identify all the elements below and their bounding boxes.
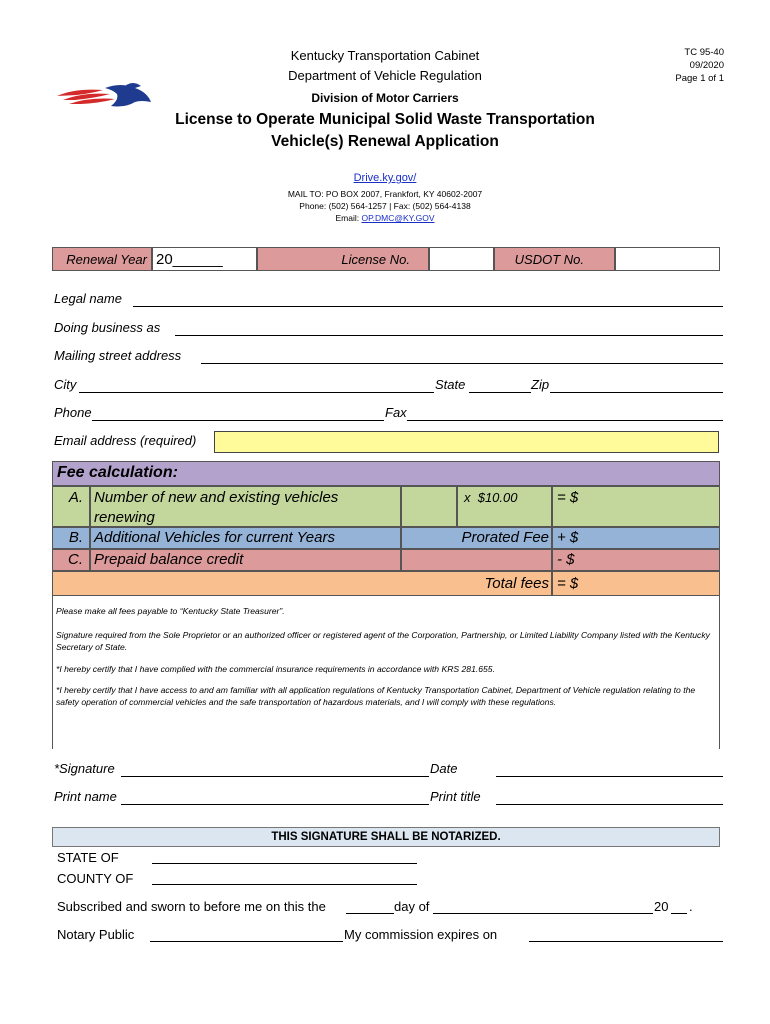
state-label: State xyxy=(435,377,466,392)
subscribed-label: Subscribed and sworn to before me on this the xyxy=(57,899,326,914)
notary-public-input[interactable] xyxy=(150,941,343,942)
notices-box xyxy=(52,596,720,749)
phone-fax: Phone: (502) 564-1257 | Fax: (502) 564-4138 xyxy=(299,201,471,211)
row-a-result: = $ xyxy=(557,489,579,506)
form-info xyxy=(640,46,724,85)
city-input[interactable] xyxy=(79,392,434,393)
commission-label: My commission expires on xyxy=(344,927,498,942)
row-a-label-line1: Number of new and existing vehicles xyxy=(94,489,339,506)
row-a-letter-cell xyxy=(52,486,90,527)
row-b-prorated-cell xyxy=(401,527,552,549)
signature-label: *Signature xyxy=(54,761,115,776)
phone-label: Phone xyxy=(54,405,92,420)
email-address-input[interactable] xyxy=(214,431,719,453)
mailing-address-label: Mailing street address xyxy=(54,348,182,363)
date-label: Date xyxy=(430,761,458,776)
zip-input[interactable] xyxy=(550,392,723,393)
row-a-multiplier: x $10.00 xyxy=(464,490,518,505)
renewal-year-field[interactable] xyxy=(152,247,257,271)
print-name-input[interactable] xyxy=(121,804,429,805)
notary-banner xyxy=(52,827,720,847)
mailing-address-input[interactable] xyxy=(201,363,723,364)
usdot-number-field[interactable] xyxy=(615,247,720,271)
row-b-result-cell[interactable] xyxy=(552,527,720,549)
email-label: Email: xyxy=(335,213,360,223)
print-name-label: Print name xyxy=(54,789,117,804)
print-title-input[interactable] xyxy=(496,804,723,805)
legal-name-label: Legal name xyxy=(54,291,122,306)
legal-name-input[interactable] xyxy=(133,306,723,307)
page-number: Page 1 of 1 xyxy=(675,73,724,84)
county-of-input[interactable] xyxy=(152,884,417,885)
total-result: = $ xyxy=(557,575,579,592)
notice-signature-required: Signature required from the Sole Proprietor or an authorized officer or registered agent of the Corporation, Partnership, or Limited Liability Company listed with the Kentucky Secretary of State. xyxy=(56,630,710,652)
row-b-prorated: Prorated Fee xyxy=(461,529,549,546)
dba-label: Doing business as xyxy=(54,320,161,335)
website-link[interactable]: Drive.ky.gov/ xyxy=(353,172,417,184)
notice-payable: Please make all fees payable to “Kentucky State Treasurer”. xyxy=(56,606,285,616)
dba-input[interactable] xyxy=(175,335,723,336)
usdot-label: USDOT No. xyxy=(514,252,584,267)
row-a-multiplier-cell xyxy=(457,486,552,527)
phone-input[interactable] xyxy=(92,420,384,421)
form-title-line2: Vehicle(s) Renewal Application xyxy=(271,133,499,150)
row-b-label-cell xyxy=(90,527,401,549)
division-name: Division of Motor Carriers xyxy=(311,91,459,105)
usdot-label-cell xyxy=(494,247,615,271)
license-label: License No. xyxy=(341,252,410,267)
form-date: 09/2020 xyxy=(689,60,724,71)
mail-address: MAIL TO: PO BOX 2007, Frankfort, KY 40602-2007 xyxy=(287,189,483,199)
city-label: City xyxy=(54,377,77,392)
row-a-count-field[interactable] xyxy=(401,486,457,527)
row-c-letter-cell xyxy=(52,549,90,571)
row-c-label: Prepaid balance credit xyxy=(94,551,244,568)
row-c-label-cell xyxy=(90,549,401,571)
county-of-label: COUNTY OF xyxy=(57,871,134,886)
fax-input[interactable] xyxy=(407,420,723,421)
total-label: Total fees xyxy=(484,575,549,592)
print-title-label: Print title xyxy=(430,789,481,804)
notary-public-label: Notary Public xyxy=(57,927,135,942)
year-input[interactable] xyxy=(671,913,687,914)
form-title-line1: License to Operate Municipal Solid Waste Transportation xyxy=(175,111,595,128)
renewal-year-label-cell xyxy=(52,247,152,271)
date-input[interactable] xyxy=(496,776,723,777)
row-c-result: - $ xyxy=(557,551,575,568)
signature-input[interactable] xyxy=(121,776,429,777)
kytc-logo xyxy=(55,80,155,114)
fee-heading: Fee calculation: xyxy=(57,464,178,481)
notice-regulations: *I hereby certify that I have access to and am familiar with all application regulations of Kentucky Transportation Cabinet, Department of Vehicle regulation relating to the safety operation of commercial vehicles and the safe transportation of hazardous materials, and I will comply with these regulations. xyxy=(56,685,696,707)
department-name: Department of Vehicle Regulation xyxy=(288,68,482,83)
day-of-label: day of xyxy=(394,899,430,914)
row-a-letter: A. xyxy=(68,489,83,506)
day-input[interactable] xyxy=(346,913,394,914)
state-input[interactable] xyxy=(469,392,531,393)
state-of-input[interactable] xyxy=(152,863,417,864)
total-label-cell xyxy=(52,571,552,596)
year-suffix: . xyxy=(689,899,693,914)
license-label-cell xyxy=(257,247,429,271)
row-b-result: + $ xyxy=(557,529,579,546)
fax-label: Fax xyxy=(385,405,407,420)
row-a-label xyxy=(94,488,338,528)
zip-label: Zip xyxy=(531,377,550,392)
row-a-label-cell xyxy=(90,486,401,527)
total-result-cell[interactable] xyxy=(552,571,720,596)
row-c-blank-cell xyxy=(401,549,552,571)
year-prefix: 20 xyxy=(654,899,669,914)
notice-insurance: *I hereby certify that I have complied with the commercial insurance requirements in accordance with KRS 281.655. xyxy=(56,664,495,674)
state-of-label: STATE OF xyxy=(57,850,119,865)
email-address-label: Email address (required) xyxy=(54,433,197,448)
row-c-letter: C. xyxy=(68,551,83,568)
agency-name: Kentucky Transportation Cabinet xyxy=(290,48,480,63)
row-c-result-cell[interactable] xyxy=(552,549,720,571)
month-input[interactable] xyxy=(433,913,653,914)
email-link[interactable]: OP.DMC@KY.GOV xyxy=(361,213,435,223)
row-a-label-line2: renewing xyxy=(94,509,155,526)
row-a-result-cell[interactable] xyxy=(552,486,720,527)
renewal-year-value: 20______ xyxy=(156,251,223,268)
row-b-label: Additional Vehicles for current Years xyxy=(94,529,335,546)
commission-input[interactable] xyxy=(529,941,723,942)
email-contact xyxy=(235,213,535,223)
form-number: TC 95-40 xyxy=(684,47,724,58)
row-b-letter-cell xyxy=(52,527,90,549)
notary-banner-text: THIS SIGNATURE SHALL BE NOTARIZED. xyxy=(271,831,501,843)
renewal-year-label: Renewal Year xyxy=(66,252,147,267)
license-number-field[interactable] xyxy=(429,247,494,271)
fee-heading-row xyxy=(52,461,720,486)
row-b-letter: B. xyxy=(68,529,83,546)
